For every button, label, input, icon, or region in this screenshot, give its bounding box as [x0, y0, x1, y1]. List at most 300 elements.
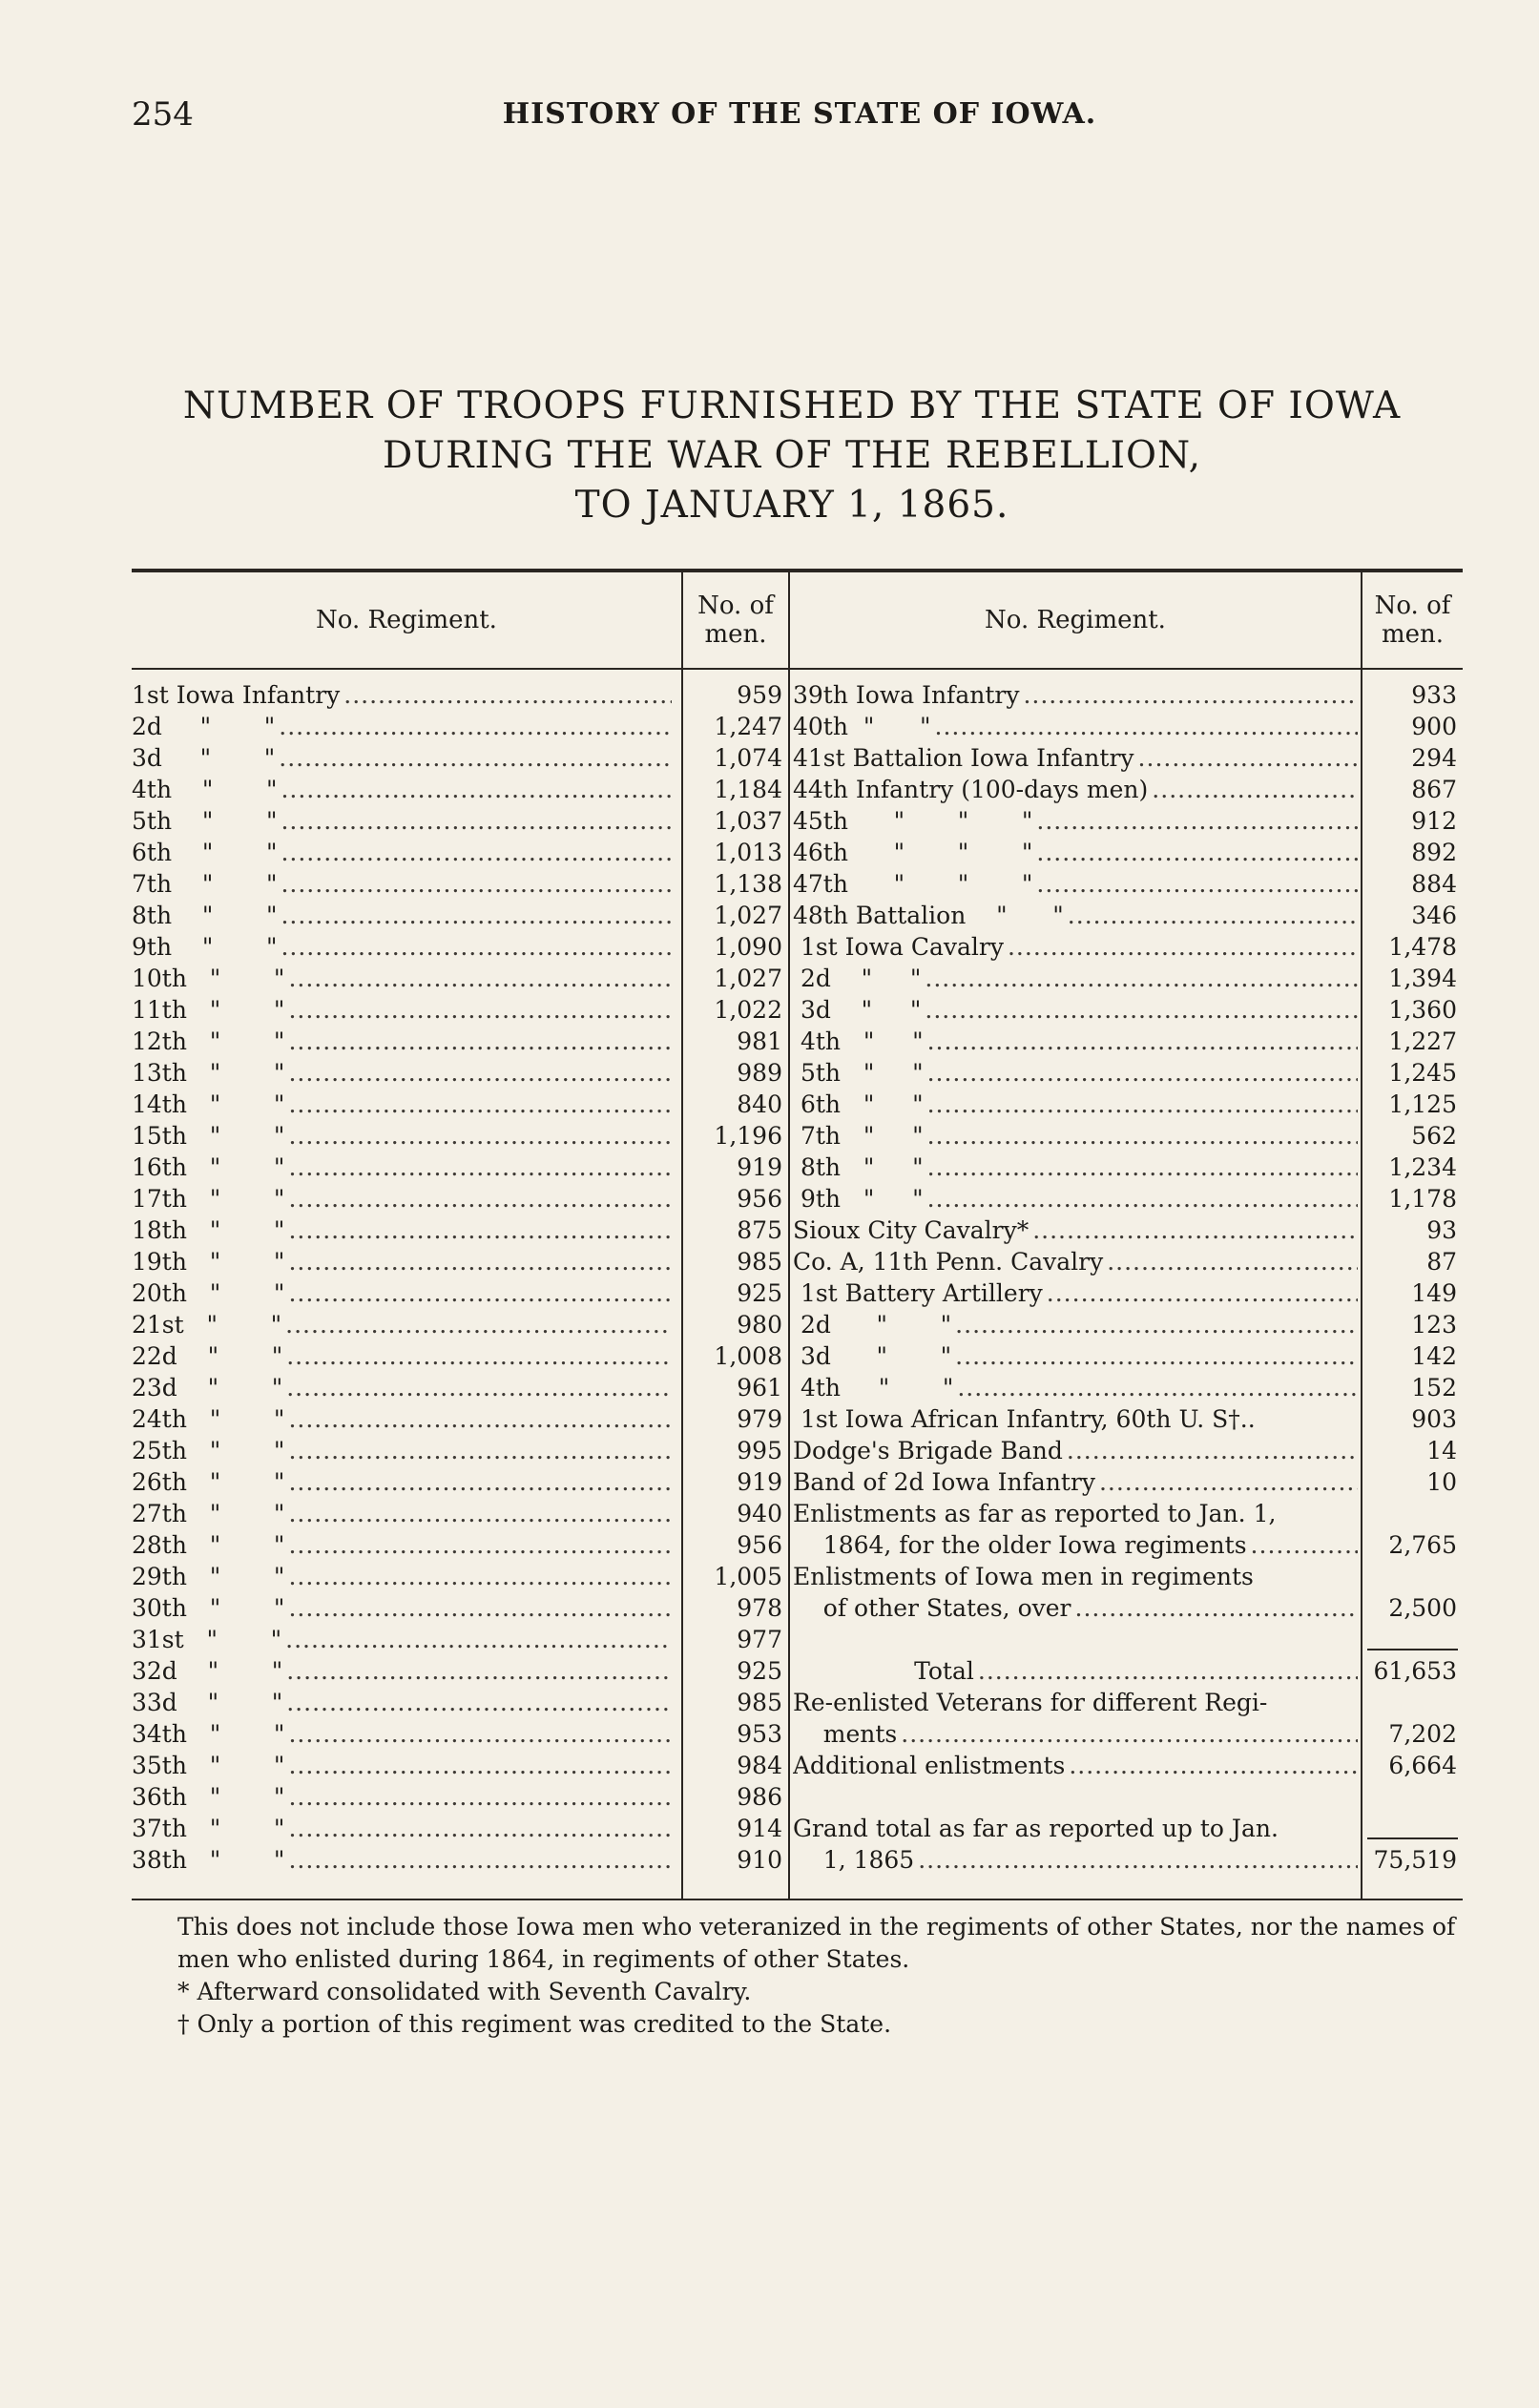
header-rule — [132, 668, 1463, 670]
men-count: 925 — [737, 1657, 782, 1685]
table-row — [793, 1026, 1463, 1057]
regiment-cell — [793, 1089, 1358, 1120]
regiment-label: 48th Battalion " " — [793, 902, 1064, 929]
table-row — [793, 1781, 1463, 1813]
regiment-cell — [793, 1592, 1358, 1624]
regiment-cell — [132, 994, 672, 1026]
regiment-cell — [132, 1277, 672, 1309]
regiment-cell — [132, 1183, 672, 1214]
men-count: 6,664 — [1388, 1752, 1457, 1779]
regiment-label: 47th " " " — [793, 870, 1033, 898]
regiment-cell — [793, 1655, 1358, 1687]
regiment-label: 5th " " — [793, 1059, 924, 1087]
dot-leader — [1251, 1529, 1358, 1561]
men-count: 1,227 — [1388, 1028, 1457, 1055]
regiment-label: 8th " " — [793, 1153, 924, 1181]
regiment-cell — [132, 900, 672, 931]
regiment-label: 27th " " — [132, 1500, 285, 1527]
regiment-cell — [132, 1718, 672, 1750]
table-row — [132, 1655, 788, 1687]
men-count — [1358, 1687, 1463, 1718]
regiment-cell — [132, 1813, 672, 1844]
dot-leader — [1067, 1435, 1358, 1466]
regiment-label: 45th " " " — [793, 807, 1033, 835]
men-count: 989 — [737, 1059, 782, 1087]
regiment-cell — [793, 1813, 1358, 1844]
table-row — [793, 805, 1463, 837]
table-row — [132, 1120, 788, 1152]
regiment-label: 26th " " — [132, 1468, 285, 1496]
table-row — [793, 1403, 1463, 1435]
regiment-label: 6th " " — [793, 1090, 924, 1118]
regiment-cell — [132, 963, 672, 994]
table-row — [793, 774, 1463, 805]
table-row — [793, 868, 1463, 900]
dot-leader — [281, 774, 672, 805]
regiment-label: 28th " " — [132, 1531, 285, 1559]
regiment-label: 4th " " — [793, 1028, 924, 1055]
table-row — [793, 1057, 1463, 1089]
column-divider — [788, 572, 790, 1899]
regiment-label: 33d " " — [132, 1689, 283, 1716]
dot-leader — [288, 1089, 672, 1120]
regiment-cell — [132, 1529, 672, 1561]
regiment-cell — [132, 1687, 672, 1718]
men-count: 346 — [1411, 902, 1457, 929]
dot-leader — [281, 900, 672, 931]
table-row — [132, 1057, 788, 1089]
regiment-cell — [793, 1498, 1358, 1529]
running-title: HISTORY OF THE STATE OF IOWA. — [502, 97, 1097, 131]
dot-leader — [918, 1844, 1358, 1876]
men-count: 1,247 — [714, 713, 782, 740]
men-count: 152 — [1411, 1374, 1457, 1401]
men-count: 940 — [737, 1500, 782, 1527]
regiment-cell — [793, 1529, 1358, 1561]
dot-leader — [1107, 1246, 1358, 1277]
table-row — [793, 1309, 1463, 1340]
men-count: 10 — [1426, 1468, 1457, 1496]
regiment-label: 7th " " — [132, 870, 278, 898]
regiment-cell — [132, 1561, 672, 1592]
regiment-label: Total — [793, 1657, 974, 1685]
regiment-label: 20th " " — [132, 1279, 285, 1307]
regiment-cell — [793, 1246, 1358, 1277]
dot-leader — [288, 1435, 672, 1466]
dot-leader — [288, 1277, 672, 1309]
men-count: 75,519 — [1373, 1846, 1457, 1874]
table-row — [132, 1403, 788, 1435]
table-row — [793, 1687, 1463, 1718]
dot-leader — [1075, 1592, 1359, 1624]
regiment-cell — [132, 1026, 672, 1057]
regiment-label: Grand total as far as reported up to Jan. — [793, 1815, 1279, 1842]
regiment-cell — [793, 1781, 1358, 1813]
men-count — [1358, 1813, 1463, 1844]
table-row — [132, 679, 788, 711]
dot-leader — [927, 1026, 1358, 1057]
table-row — [793, 1844, 1463, 1876]
table-row — [132, 1246, 788, 1277]
table-row — [132, 868, 788, 900]
regiment-label: 6th " " — [132, 839, 278, 866]
table-row — [793, 1592, 1463, 1624]
men-count: 953 — [737, 1720, 782, 1748]
regiment-label: 7th " " — [793, 1122, 924, 1150]
men-count: 959 — [737, 681, 782, 709]
regiment-label: 21st " " — [132, 1311, 282, 1339]
regiment-cell — [132, 1152, 672, 1183]
dot-leader — [927, 1089, 1358, 1120]
dot-leader — [1068, 900, 1358, 931]
title-line-2: DURING THE WAR OF THE REBELLION, — [382, 434, 1202, 477]
table-row — [132, 1152, 788, 1183]
regiment-label: 8th " " — [132, 902, 278, 929]
regiment-cell — [793, 994, 1358, 1026]
regiment-label: 3d " " — [793, 1342, 952, 1370]
regiment-label: 30th " " — [132, 1594, 285, 1622]
dot-leader — [288, 1026, 672, 1057]
regiment-cell — [132, 1309, 672, 1340]
men-count: 986 — [737, 1783, 782, 1811]
regiment-cell — [132, 1120, 672, 1152]
dot-leader — [927, 1183, 1358, 1214]
regiment-cell — [793, 1718, 1358, 1750]
dot-leader — [286, 1340, 672, 1372]
dot-leader — [281, 805, 672, 837]
table-row — [132, 1813, 788, 1844]
regiment-label: 1, 1865 — [793, 1846, 915, 1874]
men-count: 919 — [737, 1153, 782, 1181]
dot-leader — [1032, 1214, 1358, 1246]
table-row — [132, 931, 788, 963]
regiment-label: 39th Iowa Infantry — [793, 681, 1020, 709]
regiment-cell — [132, 1403, 672, 1435]
regiment-label: 36th " " — [132, 1783, 285, 1811]
note-dagger: † Only a portion of this regiment was credited to the State. — [177, 2010, 892, 2038]
men-count: 884 — [1411, 870, 1457, 898]
table-row — [793, 1813, 1463, 1844]
regiment-label: 15th " " — [132, 1122, 285, 1150]
men-count: 1,125 — [1388, 1090, 1457, 1118]
dot-leader — [288, 1214, 672, 1246]
men-count: 1,037 — [714, 807, 782, 835]
men-count: 1,027 — [714, 965, 782, 992]
men-count: 14 — [1426, 1437, 1457, 1464]
table-row — [793, 1152, 1463, 1183]
regiment-cell — [132, 774, 672, 805]
dot-leader — [1036, 837, 1358, 868]
dot-leader — [288, 1152, 672, 1183]
regiment-label: Sioux City Cavalry* — [793, 1216, 1029, 1244]
regiment-cell — [793, 711, 1358, 742]
dot-leader — [281, 837, 672, 868]
regiment-cell — [132, 1340, 672, 1372]
men-count: 867 — [1411, 776, 1457, 803]
regiment-label: Enlistments as far as reported to Jan. 1, — [793, 1500, 1277, 1527]
men-count: 562 — [1411, 1122, 1457, 1150]
regiment-cell — [793, 1152, 1358, 1183]
regiment-cell — [132, 1655, 672, 1687]
dot-leader — [286, 1655, 672, 1687]
men-count: 1,178 — [1388, 1185, 1457, 1213]
men-count — [1358, 1498, 1463, 1529]
regiment-cell — [132, 679, 672, 711]
men-count — [1358, 1781, 1463, 1813]
regiment-label: 38th " " — [132, 1846, 285, 1874]
regiment-label: 1st Iowa Cavalry — [793, 933, 1004, 961]
table-row — [132, 994, 788, 1026]
regiment-cell — [132, 742, 672, 774]
regiment-label: 2d " " — [132, 713, 276, 740]
regiment-cell — [132, 1498, 672, 1529]
table-row — [132, 805, 788, 837]
men-count: 1,360 — [1388, 996, 1457, 1024]
dot-leader — [957, 1372, 1358, 1403]
table-row — [132, 1214, 788, 1246]
men-count: 1,013 — [714, 839, 782, 866]
dot-leader — [1047, 1277, 1358, 1309]
table-row — [793, 1183, 1463, 1214]
regiment-label: 25th " " — [132, 1437, 285, 1464]
dot-leader — [281, 931, 672, 963]
regiment-label: 12th " " — [132, 1028, 285, 1055]
regiment-cell — [793, 1750, 1358, 1781]
regiment-cell — [132, 805, 672, 837]
page-header — [132, 95, 1467, 153]
regiment-cell — [793, 1214, 1358, 1246]
men-count: 149 — [1411, 1279, 1457, 1307]
table-row — [132, 837, 788, 868]
total-rule — [1367, 1649, 1458, 1650]
dot-leader — [343, 679, 672, 711]
regiment-label: 3d " " — [793, 996, 922, 1024]
title-line-3: TO JANUARY 1, 1865. — [574, 484, 1009, 527]
regiment-label: 2d " " — [793, 1311, 952, 1339]
table-row — [132, 1718, 788, 1750]
regiment-cell — [793, 837, 1358, 868]
dot-leader — [288, 1466, 672, 1498]
dot-leader — [1152, 774, 1358, 805]
regiment-label: 35th " " — [132, 1752, 285, 1779]
regiment-cell — [793, 868, 1358, 900]
regiment-label: 22d " " — [132, 1342, 283, 1370]
regiment-cell — [132, 1372, 672, 1403]
table-row — [132, 1026, 788, 1057]
regiment-label: 16th " " — [132, 1153, 285, 1181]
regiment-cell — [793, 900, 1358, 931]
regiment-label: Additional enlistments — [793, 1752, 1066, 1779]
regiment-cell — [793, 1844, 1358, 1876]
men-count: 1,245 — [1388, 1059, 1457, 1087]
regiment-label: 4th " " — [132, 776, 278, 803]
men-count: 1,196 — [714, 1122, 782, 1150]
men-count: 956 — [737, 1531, 782, 1559]
table-row — [132, 963, 788, 994]
table-row — [793, 1120, 1463, 1152]
table-row — [793, 1466, 1463, 1498]
regiment-cell — [132, 1435, 672, 1466]
regiment-label: 34th " " — [132, 1720, 285, 1748]
men-count: 1,027 — [714, 902, 782, 929]
regiment-cell — [132, 1750, 672, 1781]
regiment-label: 9th " " — [132, 933, 278, 961]
table-row — [793, 1529, 1463, 1561]
regiment-label: 46th " " " — [793, 839, 1033, 866]
regiment-label: 17th " " — [132, 1185, 285, 1213]
men-count: 142 — [1411, 1342, 1457, 1370]
regiment-cell — [793, 1120, 1358, 1152]
regiment-label: 32d " " — [132, 1657, 283, 1685]
table-row — [132, 900, 788, 931]
regiment-label: 31st " " — [132, 1626, 282, 1653]
regiment-label: 13th " " — [132, 1059, 285, 1087]
men-count: 1,005 — [714, 1563, 782, 1590]
regiment-label: 5th " " — [132, 807, 278, 835]
table-row — [793, 679, 1463, 711]
men-count: 981 — [737, 1028, 782, 1055]
left-men-header — [683, 572, 788, 668]
regiment-label: 44th Infantry (100-days men) — [793, 776, 1149, 803]
men-count: 1,394 — [1388, 965, 1457, 992]
right-regiment-header: No. Regiment. — [985, 606, 1166, 634]
dot-leader — [288, 1561, 672, 1592]
table-row — [793, 1624, 1463, 1655]
men-count: 985 — [737, 1248, 782, 1276]
regiment-cell — [132, 1089, 672, 1120]
dot-leader — [288, 1844, 672, 1876]
regiment-cell — [793, 963, 1358, 994]
dot-leader — [279, 711, 672, 742]
table-row — [793, 1214, 1463, 1246]
men-count: 1,090 — [714, 933, 782, 961]
table-row — [132, 1750, 788, 1781]
men-count: 61,653 — [1373, 1657, 1457, 1685]
regiment-label: 3d " " — [132, 744, 276, 772]
dot-leader — [288, 1781, 672, 1813]
men-count: 1,138 — [714, 870, 782, 898]
men-count: 956 — [737, 1185, 782, 1213]
table-row — [132, 1592, 788, 1624]
regiment-label: Re-enlisted Veterans for different Regi- — [793, 1689, 1268, 1716]
regiment-cell — [132, 1214, 672, 1246]
dot-leader — [279, 742, 672, 774]
men-count: 1,008 — [714, 1342, 782, 1370]
regiment-label: 23d " " — [132, 1374, 283, 1401]
table-row — [793, 900, 1463, 931]
dot-leader — [288, 1529, 672, 1561]
men-count: 1,478 — [1388, 933, 1457, 961]
regiment-label: 9th " " — [793, 1185, 924, 1213]
left-rows — [132, 679, 788, 1876]
dot-leader — [288, 1057, 672, 1089]
dot-leader — [288, 1813, 672, 1844]
regiment-cell — [132, 868, 672, 900]
regiment-cell — [793, 1057, 1358, 1089]
table-row — [793, 1246, 1463, 1277]
dot-leader — [1036, 805, 1358, 837]
table-row — [793, 1718, 1463, 1750]
men-count: 933 — [1411, 681, 1457, 709]
men-count: 978 — [737, 1594, 782, 1622]
men-count: 980 — [737, 1311, 782, 1339]
dot-leader — [288, 1750, 672, 1781]
regiment-cell — [132, 1466, 672, 1498]
men-count: 2,765 — [1388, 1531, 1457, 1559]
regiment-cell — [793, 1403, 1358, 1435]
regiment-cell — [793, 1624, 1358, 1655]
regiment-cell — [793, 774, 1358, 805]
men-count: 875 — [737, 1216, 782, 1244]
men-count: 900 — [1411, 713, 1457, 740]
table-row — [793, 1372, 1463, 1403]
men-header-line2: men. — [704, 620, 767, 649]
men-count: 912 — [1411, 807, 1457, 835]
regiment-label: Co. A, 11th Penn. Cavalry — [793, 1248, 1104, 1276]
regiment-cell — [132, 1057, 672, 1089]
men-count: 1,184 — [714, 776, 782, 803]
regiment-cell — [132, 1624, 672, 1655]
men-count: 977 — [737, 1626, 782, 1653]
table-row — [132, 1309, 788, 1340]
dot-leader — [1023, 679, 1358, 711]
men-count: 1,234 — [1388, 1153, 1457, 1181]
men-count: 93 — [1426, 1216, 1457, 1244]
regiment-label: Enlistments of Iowa men in regiments — [793, 1563, 1254, 1590]
page-number: 254 — [132, 95, 194, 134]
table-row — [793, 1089, 1463, 1120]
title-line-1: NUMBER OF TROOPS FURNISHED BY THE STATE OF IOWA — [182, 384, 1402, 427]
men-count: 123 — [1411, 1311, 1457, 1339]
regiment-label: 14th " " — [132, 1090, 285, 1118]
table-row — [132, 1624, 788, 1655]
table-row — [793, 931, 1463, 963]
dot-leader — [288, 1498, 672, 1529]
men-count: 892 — [1411, 839, 1457, 866]
dot-leader — [978, 1655, 1358, 1687]
men-count — [1358, 1561, 1463, 1592]
regiment-label: 29th " " — [132, 1563, 285, 1590]
table-row — [132, 742, 788, 774]
table-row — [793, 1655, 1463, 1687]
table-row — [793, 1435, 1463, 1466]
men-count: 995 — [737, 1437, 782, 1464]
regiment-label: 1864, for the older Iowa regiments — [793, 1531, 1247, 1559]
footnotes — [132, 1911, 1463, 2041]
regiment-cell — [793, 1561, 1358, 1592]
dot-leader — [927, 1120, 1358, 1152]
dot-leader — [1069, 1750, 1358, 1781]
regiment-cell — [793, 1435, 1358, 1466]
men-count: 87 — [1426, 1248, 1457, 1276]
regiment-label: of other States, over — [793, 1594, 1071, 1622]
table-row — [132, 1183, 788, 1214]
dot-leader — [286, 1687, 672, 1718]
table-row — [132, 1089, 788, 1120]
men-count: 903 — [1411, 1405, 1457, 1433]
regiment-cell — [793, 1277, 1358, 1309]
regiment-label: 18th " " — [132, 1216, 285, 1244]
regiment-cell — [793, 1309, 1358, 1340]
men-header-line1: No. of — [1374, 592, 1451, 620]
left-regiment-header: No. Regiment. — [316, 606, 497, 634]
regiment-label: 4th " " — [793, 1374, 954, 1401]
regiment-cell — [132, 931, 672, 963]
regiment-label: Band of 2d Iowa Infantry — [793, 1468, 1095, 1496]
dot-leader — [925, 963, 1358, 994]
table-row — [793, 963, 1463, 994]
men-count: 984 — [737, 1752, 782, 1779]
